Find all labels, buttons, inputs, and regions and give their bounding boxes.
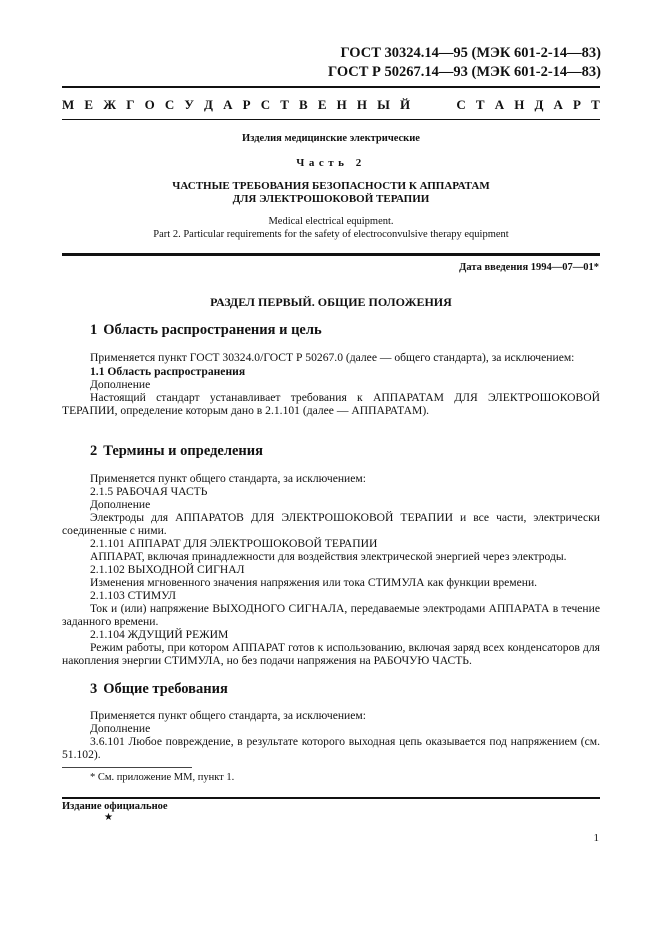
paragraph: Применяется пункт ГОСТ 30324.0/ГОСТ Р 50267.0 (далее — общего стандарта), за исключением:	[90, 351, 575, 364]
paragraph: Применяется пункт общего стандарта, за исключением:	[90, 472, 366, 485]
term-2-1-103: 2.1.103 СТИМУЛ	[90, 589, 176, 602]
interstate-standard-banner: М Е Ж Г О С У Д А Р С Т В Е Н Н Ы Й С Т А Н Д А Р Т	[62, 97, 600, 112]
header-rule-top	[62, 86, 600, 88]
header-rule-bottom	[62, 119, 600, 120]
definition: Ток и (или) напряжение ВЫХОДНОГО СИГНАЛА, передаваемые электродами АППАРАТА в течение заданного времени.	[62, 602, 600, 628]
footer-rule	[62, 797, 600, 799]
heading-section-3: 3 Общие требования	[90, 681, 228, 697]
section-2-body	[62, 472, 600, 667]
introduction-date: Дата введения 1994—07—01*	[459, 262, 599, 273]
gost-code-1: ГОСТ 30324.14—95 (МЭК 601-2-14—83)	[340, 45, 601, 61]
term-2-1-101: 2.1.101 АППАРАТ ДЛЯ ЭЛЕКТРОШОКОВОЙ ТЕРАПИИ	[90, 537, 378, 550]
star-icon: ★	[104, 812, 113, 823]
page-number: 1	[593, 832, 599, 844]
section-title: РАЗДЕЛ ПЕРВЫЙ. ОБЩИЕ ПОЛОЖЕНИЯ	[210, 295, 452, 309]
paragraph: Настоящий стандарт устанавливает требования к АППАРАТАМ ДЛЯ ЭЛЕКТРОШОКОВОЙ ТЕРАПИИ, определение которым дано в 2.1.101 (далее — АППАРАТАМ).	[62, 391, 600, 417]
addition-label: Дополнение	[90, 378, 151, 391]
term-2-1-104: 2.1.104 ЖДУЩИЙ РЕЖИМ	[90, 628, 229, 641]
gost-codes	[328, 44, 601, 82]
section-1-body	[62, 351, 600, 417]
heading-section-1: 1 Область распространения и цель	[90, 322, 322, 338]
section-3-body	[62, 709, 600, 761]
term-2-1-102: 2.1.102 ВЫХОДНОЙ СИГНАЛ	[90, 563, 245, 576]
definition: Изменения мгновенного значения напряжения или тока СТИМУЛА как функции времени.	[90, 576, 538, 589]
term-2-1-5: 2.1.5 РАБОЧАЯ ЧАСТЬ	[90, 485, 208, 498]
definition: АППАРАТ, включая принадлежности для воздействия электрической энергией через электроды.	[90, 550, 567, 563]
title-rule	[62, 253, 600, 256]
subject-line: Изделия медицинские электрические	[242, 133, 420, 144]
paragraph: Применяется пункт общего стандарта, за исключением:	[90, 709, 366, 722]
subheading-1-1: 1.1 Область распространения	[90, 365, 246, 378]
official-edition-label: Издание официальное	[62, 801, 168, 812]
addition-label: Дополнение	[90, 722, 151, 735]
heading-section-2: 2 Термины и определения	[90, 443, 263, 459]
definition: Электроды для АППАРАТОВ ДЛЯ ЭЛЕКТРОШОКОВОЙ ТЕРАПИИ и все части, электрически соединенные с ними.	[62, 511, 600, 537]
definition: Режим работы, при котором АППАРАТ готов к использованию, включая заряд всех конденсаторов для накопления энергии СТИМУЛА, но без подачи напряжения на РАБОЧУЮ ЧАСТЬ.	[62, 641, 600, 667]
document-title: ЧАСТНЫЕ ТРЕБОВАНИЯ БЕЗОПАСНОСТИ К АППАРАТАМ ДЛЯ ЭЛЕКТРОШОКОВОЙ ТЕРАПИИ	[172, 180, 490, 205]
footnote-rule	[62, 767, 192, 768]
footnote: * См. приложение ММ, пункт 1.	[90, 772, 235, 783]
part-label: Часть 2	[296, 157, 366, 169]
addition-label: Дополнение	[90, 498, 151, 511]
paragraph: 3.6.101 Любое повреждение, в результате которого выходная цепь оказывается под напряжением (см. 51.102).	[62, 735, 600, 761]
gost-code-2: ГОСТ Р 50267.14—93 (МЭК 601-2-14—83)	[327, 64, 601, 80]
english-title: Medical electrical equipment. Part 2. Particular requirements for the safety of electroconvulsive therapy equipment	[153, 216, 509, 240]
